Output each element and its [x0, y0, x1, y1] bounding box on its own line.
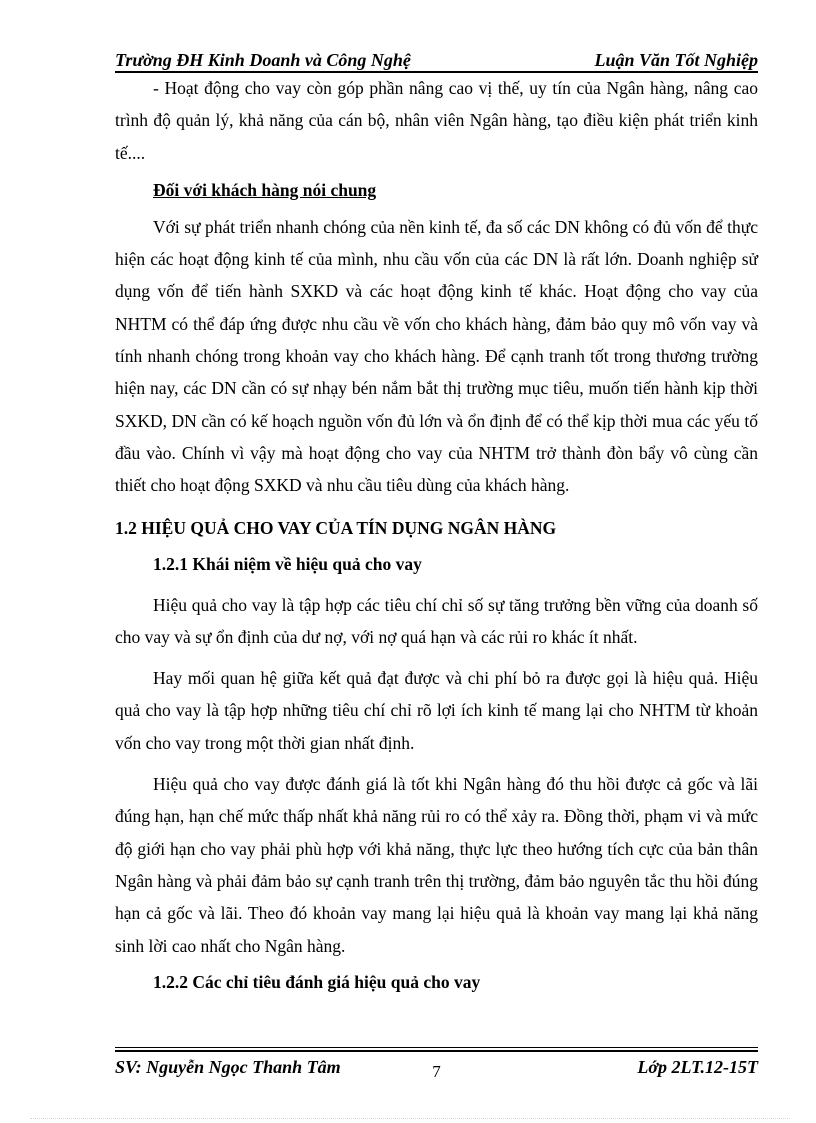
paragraph-relationship: Hay mối quan hệ giữa kết quả đạt được và chi phí bỏ ra được gọi là hiệu quả. Hiệu quả cho vay là tập hợp những tiêu chí chỉ rõ lợi ích kinh tế mang lại cho NHTM từ khoản vốn cho vay trong một thời gian nhất định. [115, 668, 758, 753]
page-body [115, 72, 758, 998]
section-heading-1-2-2: 1.2.2 Các chỉ tiêu đánh giá hiệu quả cho vay [153, 971, 481, 992]
section-heading-1-2: 1.2 HIỆU QUẢ CHO VAY CỦA TÍN DỤNG NGÂN HÀNG [115, 517, 557, 538]
header-school: Trường ĐH Kinh Doanh và Công Nghệ [115, 50, 411, 70]
paragraph-definition: Hiệu quả cho vay là tập hợp các tiêu chí chỉ số sự tăng trưởng bền vững của doanh số cho vay và sự ổn định của dư nợ, với nợ quá hạn và các rủi ro khác ít nhất. [115, 594, 758, 647]
heading-customers: Đối với khách hàng nói chung [153, 179, 377, 200]
paragraph-customers: Với sự phát triển nhanh chóng của nền kinh tế, đa số các DN không có đủ vốn để thực hiện các hoạt động kinh tế của mình, nhu cầu vốn của các DN là rất lớn. Doanh nghiệp sử dụng vốn để tiến hành SXKD và các hoạt động kinh tế khác. Hoạt động cho vay của NHTM có thể đáp ứng được nhu cầu về vốn cho khách hàng, đảm bảo quy mô vốn vay và tính nhanh chóng trong khoản vay cho khách hàng. Để cạnh tranh tốt trong thương trường hiện nay, các DN cần có sự nhạy bén nắm bắt thị trường mục tiêu, muốn tiến hành kịp thời SXKD, DN cần có kế hoạch nguồn vốn đủ lớn và ổn định để có thể kịp thời mua các yếu tố đầu vào. Chính vì vậy mà hoạt động cho vay của NHTM trở thành đòn bẩy vô cùng cần thiết cho hoạt động SXKD và nhu cầu tiêu dùng của khách hàng. [115, 216, 758, 496]
footer-class: Lớp 2LT.12-15T [637, 1057, 758, 1077]
page-edge-divider [30, 1118, 790, 1119]
footer-rule-thin [115, 1047, 758, 1048]
paragraph-evaluation: Hiệu quả cho vay được đánh giá là tốt khi Ngân hàng đó thu hồi được cả gốc và lãi đúng hạn, hạn chế mức thấp nhất khả năng rủi ro có thể xảy ra. Đồng thời, phạm vi và mức độ giới hạn cho vay phải phù hợp với khả năng, thực lực theo hướng tích cực của bản thân Ngân hàng và phải đảm bảo sự cạnh tranh trên thị trường, đảm bảo nguyên tắc thu hồi đúng hạn cả gốc và lãi. Theo đó khoản vay mang lại hiệu quả là khoản vay mang lại khả năng sinh lời cao nhất cho Ngân hàng. [115, 774, 758, 956]
page-header [115, 47, 758, 73]
page-number: 7 [432, 1062, 441, 1081]
footer-student-name: SV: Nguyễn Ngọc Thanh Tâm [115, 1057, 341, 1077]
section-heading-1-2-1: 1.2.1 Khái niệm về hiệu quả cho vay [153, 553, 422, 574]
header-document-type: Luận Văn Tốt Nghiệp [594, 50, 758, 70]
paragraph-bank-role: - Hoạt động cho vay còn góp phần nâng cao vị thế, uy tín của Ngân hàng, nâng cao trình độ quản lý, khả năng của cán bộ, nhân viên Ngân hàng, tạo điều kiện phát triển kinh tế.... [115, 78, 758, 163]
page-footer [115, 1052, 758, 1082]
